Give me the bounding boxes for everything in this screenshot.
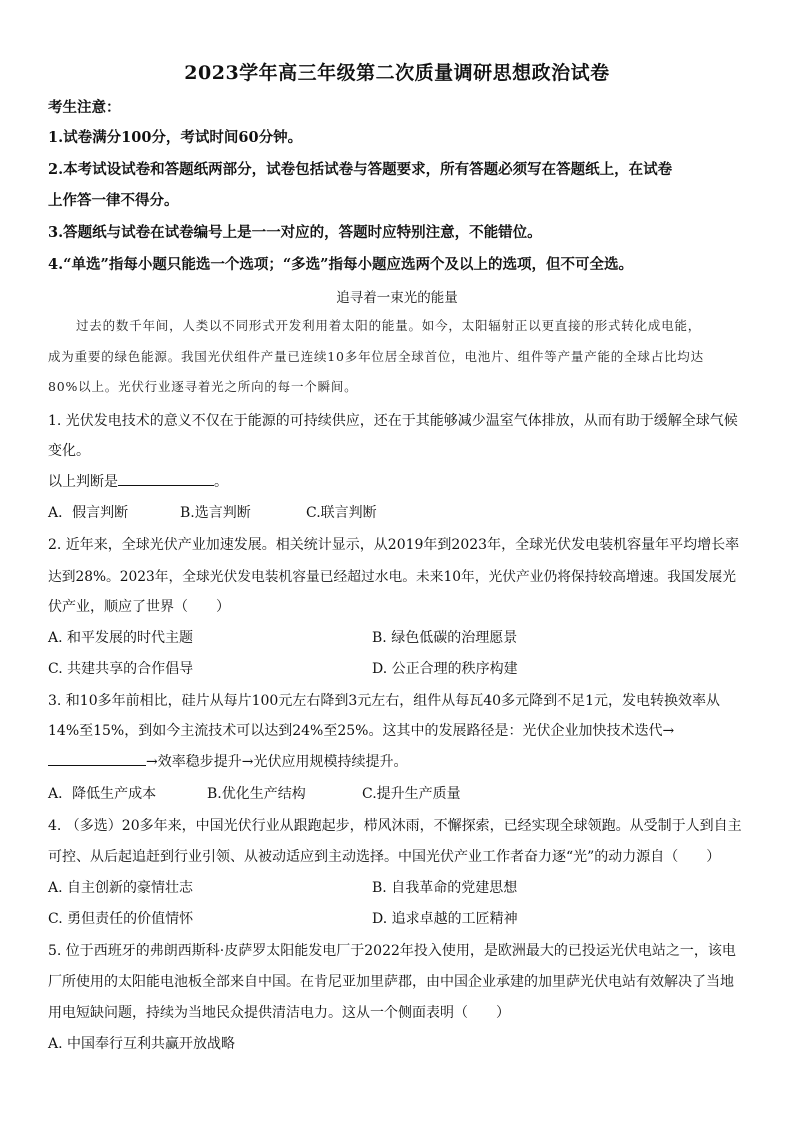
question-5-line-3: 用电短缺问题，持续为当地民众提供清洁电力。这从一个侧面表明（ ） — [48, 1005, 510, 1021]
question-1-blank-line — [48, 471, 228, 491]
question-3-line-1: 3. 和10多年前相比，硅片从每片100元左右降到3元左右，组件从每瓦40多元降到不足1元，发电转换效率从 — [48, 693, 720, 709]
question-3-option-c[interactable]: C.提升生产质量 — [362, 786, 461, 802]
question-1-option-b[interactable]: B.选言判断 — [180, 505, 251, 521]
notice-item-1: 1.试卷满分100分，考试时间60分钟。 — [48, 129, 303, 146]
question-5-option-a[interactable]: A. 中国奉行互利共赢开放战略 — [48, 1036, 236, 1052]
question-1-option-a[interactable]: A．假言判断 — [48, 505, 129, 521]
question-2-line-1: 2. 近年来，全球光伏产业加速发展。相关统计显示，从2019年到2023年，全球光伏发电装机容量年平均增长率 — [48, 537, 740, 553]
question-3-blank-line — [48, 751, 407, 771]
question-1-blank-suffix: 。 — [214, 474, 228, 490]
answer-blank[interactable] — [48, 751, 146, 766]
notice-heading: 考生注意： — [48, 99, 121, 116]
question-2-option-d[interactable]: D. 公正合理的秩序构建 — [372, 661, 518, 677]
question-2-line-2: 达到28%。2023年，全球光伏发电装机容量已经超过水电。未来10年，光伏产业仍将保持较高增速。我国发展光 — [48, 569, 737, 585]
question-2-line-3: 伏产业，顺应了世界（ ） — [48, 599, 230, 615]
notice-item-4: 4.“单选”指每小题只能选一个选项；“多选”指每小题应选两个及以上的选项，但不可全选。 — [48, 256, 633, 273]
question-4-line-1: 4. （多选）20多年来，中国光伏行业从跟跑起步，栉风沐雨，不懈探索，已经实现全球领跑。从受制于人到自主 — [48, 818, 742, 834]
passage-line-2: 成为重要的绿色能源。我国光伏组件产量已连续10多年位居全球首位，电池片、组件等产量产能的全球占比均达 — [48, 349, 704, 364]
answer-blank[interactable] — [118, 471, 214, 486]
question-3-option-a[interactable]: A．降低生产成本 — [48, 786, 157, 802]
question-4-line-2: 可控、从后起追赶到行业引领、从被动适应到主动选择。中国光伏产业工作者奋力逐“光”的动力源自（ ） — [48, 849, 721, 865]
exam-title: 2023学年高三年级第二次质量调研思想政治试卷 — [184, 62, 610, 84]
notice-item-2-cont: 上作答一律不得分。 — [48, 192, 179, 209]
question-2-option-a[interactable]: A. 和平发展的时代主题 — [48, 630, 194, 646]
passage-title: 追寻着一束光的能量 — [336, 290, 458, 306]
question-1-option-c[interactable]: C.联言判断 — [306, 505, 377, 521]
question-3-option-b[interactable]: B.优化生产结构 — [207, 786, 306, 802]
question-1-line-2: 变化。 — [48, 443, 90, 459]
notice-item-2: 2.本考试设试卷和答题纸两部分，试卷包括试卷与答题要求，所有答题必须写在答题纸上，在试卷 — [48, 161, 673, 178]
question-4-option-c[interactable]: C. 勇但责任的价值情怀 — [48, 911, 194, 927]
question-1-blank-prefix: 以上判断是 — [48, 474, 118, 490]
question-5-line-1: 5. 位于西班牙的弗朗西斯科·皮萨罗太阳能发电厂于2022年投入使用，是欧洲最大的已投运光伏电站之一，该电 — [48, 943, 736, 959]
question-4-option-a[interactable]: A. 自主创新的豪情壮志 — [48, 880, 194, 896]
question-5-line-2: 厂所使用的太阳能电池板全部来自中国。在肯尼亚加里萨郡，由中国企业承建的加里萨光伏电站有效解决了当地 — [48, 974, 734, 990]
question-4-option-d[interactable]: D. 追求卓越的工匠精神 — [372, 911, 518, 927]
question-2-option-b[interactable]: B. 绿色低碳的治理愿景 — [372, 630, 518, 646]
question-2-option-c[interactable]: C. 共建共享的合作倡导 — [48, 661, 194, 677]
passage-line-1: 过去的数千年间，人类以不同形式开发利用着太阳的能量。如今，太阳辐射正以更直接的形式转化成电能， — [76, 318, 702, 333]
notice-item-3: 3.答题纸与试卷在试卷编号上是一一对应的，答题时应特别注意，不能错位。 — [48, 224, 542, 241]
question-3-blank-suffix: →效率稳步提升→光伏应用规模持续提升。 — [146, 754, 408, 770]
question-3-line-2: 14%至15%，到如今主流技术可以达到24%至25%。这其中的发展路径是：光伏企业加快技术迭代→ — [48, 723, 675, 739]
question-1-line-1: 1. 光伏发电技术的意义不仅在于能源的可持续供应，还在于其能够减少温室气体排放，从而有助于缓解全球气候 — [48, 413, 738, 429]
question-4-option-b[interactable]: B. 自我革命的党建思想 — [372, 880, 518, 896]
passage-line-3: 80%以上。光伏行业逐寻着光之所向的每一个瞬间。 — [48, 379, 358, 394]
